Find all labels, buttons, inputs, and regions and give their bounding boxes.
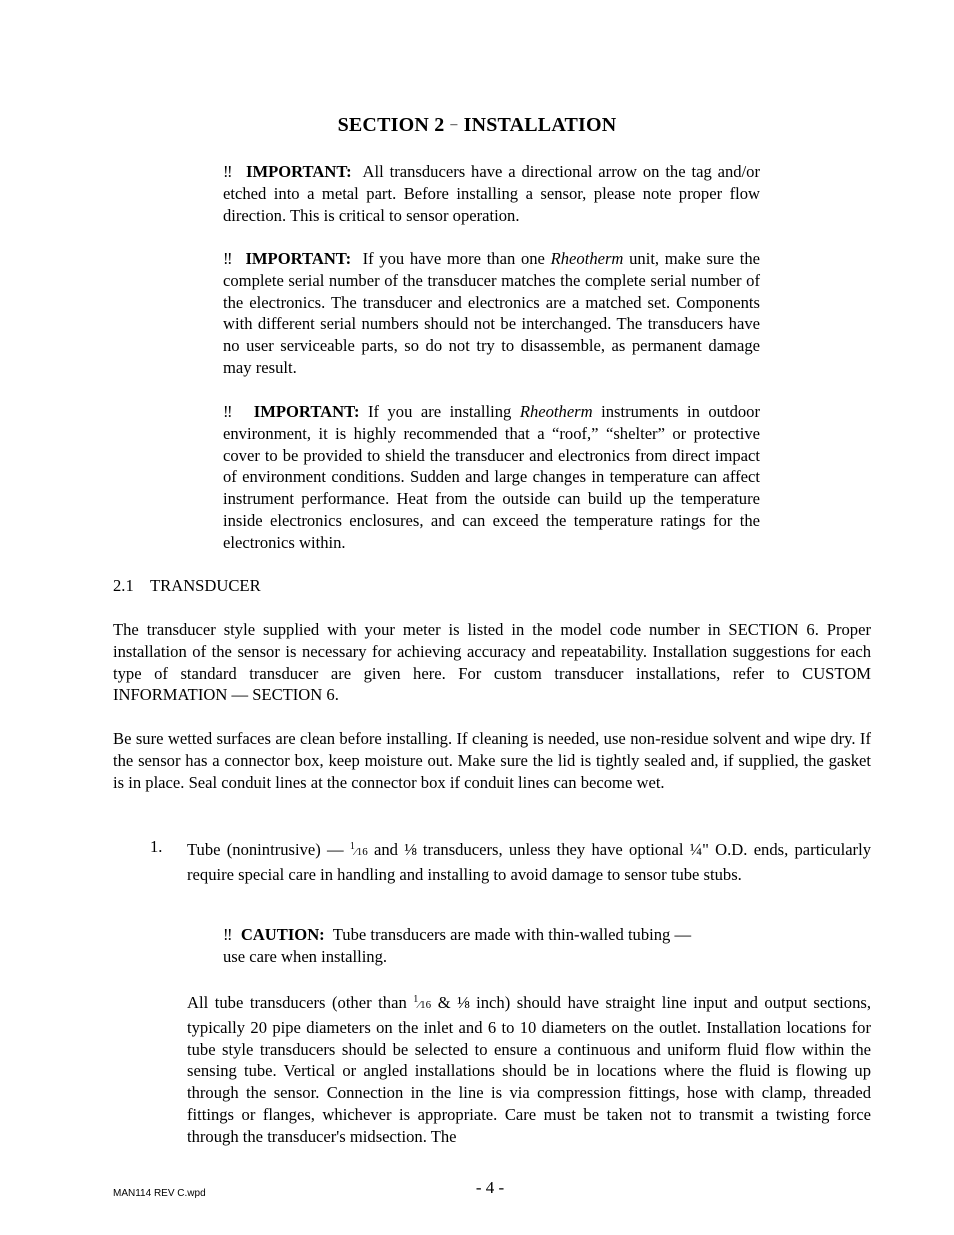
- subsection-title: TRANSDUCER: [150, 576, 261, 595]
- list-item-text: [187, 836, 871, 886]
- section-title: [0, 114, 954, 137]
- fraction-numerator: 1: [349, 841, 355, 852]
- tube-paragraph-text: & ⅛ inch) should have straight line input and output sections, typically 20 pipe diameters on the inlet and 6 to 10 diameters on the outlet. Installation locations for tube style transducers should be selected to ensure a continuous and uniform fluid flow within the sensing tube. Vertical or angled installations should be in locations where the fluid is flowing up through the sensor. Connection in the line is via compression fittings, hose with clamp, threaded fittings or flanges, whichever is appropriate. Care must be taken not to transmit a twisting force through the transducer's midsection. The: [187, 993, 871, 1146]
- important-label: IMPORTANT:: [245, 249, 352, 268]
- important-note-3: [223, 401, 760, 554]
- fraction-numerator: 1: [413, 994, 419, 1005]
- important-note-text: unit, make sure the complete serial number of the transducer matches the complete serial number of the electronics. The transducer and electronics are a matched set. Components with different serial numbers should not be interchanged. The transducers have no user serviceable parts, so do not try to disassemble, as permanent damage may result.: [223, 249, 761, 377]
- tube-paragraph-text: All tube transducers (other than: [187, 993, 414, 1012]
- section-title-main: INSTALLATION: [463, 114, 617, 136]
- important-note-text: instruments in outdoor environment, it is highly recommended that a “roof,” “shelter” or protective cover to be provided to shield the transducer and electronics from direct impact of environment conditions. Sudden and large changes in temperature can affect instrument performance. Heat from the outside can build up the temperature inside electronics enclosures, and can exceed the temperature ratings for the electronics within.: [223, 402, 760, 552]
- double-exclamation-icon: ‼: [223, 162, 235, 181]
- double-exclamation-icon: ‼: [223, 402, 237, 421]
- list-item-text-part: and ⅛ transducers, unless they have optional ¼" O.D. ends, particularly require special care in handling and installing to avoid damage to sensor tube stubs.: [187, 840, 871, 884]
- section-title-separator: –: [450, 117, 458, 132]
- caution-line-1: Tube transducers are made with thin-walled tubing —: [332, 925, 692, 944]
- caution-label: CAUTION:: [240, 925, 325, 944]
- caution-note: [223, 924, 783, 968]
- body-paragraph-1: The transducer style supplied with your meter is listed in the model code number in SECTION 6. Proper installation of the sensor is necessary for achieving accuracy and repeatability. Installation suggestions for each type of standard transducer are given here. For custom transducer installations, refer to CUSTOM INFORMATION — SECTION 6.: [113, 620, 871, 705]
- product-name: Rheotherm: [519, 402, 593, 421]
- list-item-text-part: Tube (nonintrusive) —: [187, 840, 350, 859]
- body-paragraph-2: Be sure wetted surfaces are clean before installing. If cleaning is needed, use non-residue solvent and wipe dry. If the sensor has a connector box, keep moisture out. Make sure the lid is tightly sealed and, if supplied, the gasket is in place. Seal conduit lines at the connector box if conduit lines can become wet.: [113, 729, 871, 792]
- section-title-prefix: SECTION 2: [337, 114, 445, 136]
- double-exclamation-icon: ‼: [223, 249, 235, 268]
- fraction: $^1$⁄16: [349, 841, 368, 858]
- important-note-text: All transducers have a directional arrow on the tag and/or etched into a metal part. Before installing a sensor, please note proper flow direction. This is critical to sensor operation.: [223, 162, 760, 225]
- important-label: IMPORTANT:: [245, 162, 352, 181]
- subsection-number: 2.1: [113, 576, 134, 595]
- footer-page-number: - 4 -: [475, 1178, 505, 1197]
- product-name: Rheotherm: [550, 249, 624, 268]
- important-note-1: [223, 161, 760, 226]
- caution-line-2: use care when installing.: [223, 946, 388, 966]
- subsection-heading: [113, 575, 261, 597]
- important-note-text: If you have more than one: [362, 249, 551, 268]
- list-item-number: 1.: [150, 837, 163, 856]
- fraction-denominator: 16: [356, 846, 368, 858]
- important-note-text: If you are installing: [367, 402, 520, 421]
- double-exclamation-icon: ‼: [223, 925, 233, 944]
- fraction-denominator: 16: [420, 999, 432, 1011]
- tube-paragraph: [187, 989, 871, 1148]
- important-label: IMPORTANT:: [253, 402, 360, 421]
- fraction: $^1$⁄16: [413, 994, 432, 1011]
- important-note-2: [223, 248, 760, 379]
- footer-document-id: MAN114 REV C.wpd: [113, 1188, 206, 1199]
